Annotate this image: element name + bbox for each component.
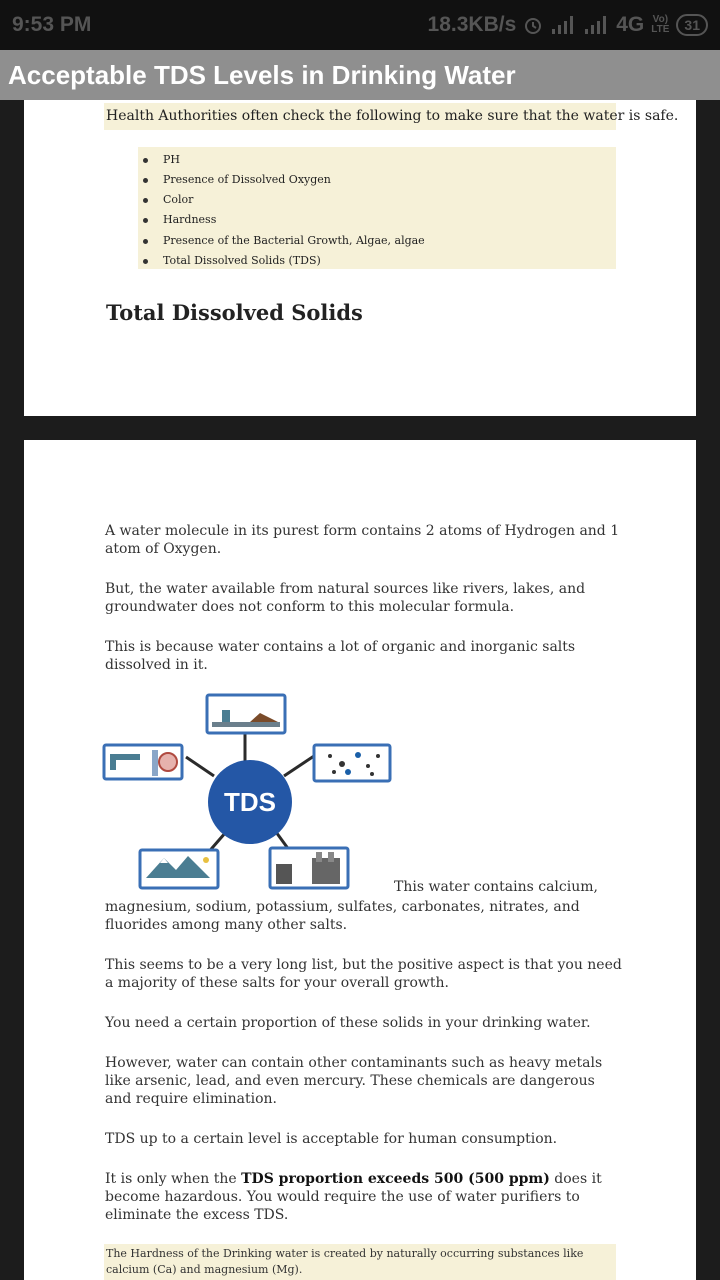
volte-bottom: LTE — [651, 24, 670, 35]
paragraph: TDS up to a certain level is acceptable for human consumption. — [105, 1131, 558, 1147]
tds-label: TDS — [224, 787, 276, 817]
battery-level: 31 — [684, 17, 700, 33]
paragraph: This is because water contains a lot of organic and inorganic salts dissolved in it. — [105, 639, 576, 673]
checks-list — [138, 147, 616, 269]
tds-diagram — [102, 692, 402, 897]
hardness-note: The Hardness of the Drinking water is created by naturally occurring substances like calcium (Ca) and magnesium (Mg). — [104, 1244, 616, 1280]
network-speed: 18.3KB/s — [427, 13, 517, 36]
paragraph: You need a certain proportion of these solids in your drinking water. — [105, 1015, 591, 1031]
bullet-icon — [143, 239, 148, 244]
document-page-1 — [24, 100, 696, 416]
signal-icon — [550, 16, 576, 34]
paragraph: But, the water available from natural sources like rivers, lakes, and groundwater does not conform to this molecular formula. — [105, 581, 586, 615]
page-title: Acceptable TDS Levels in Drinking Water — [8, 60, 516, 90]
paragraph: A water molecule in its purest form contains 2 atoms of Hydrogen and 1 atom of Oxygen. — [105, 523, 620, 557]
tds-limit-emphasis: TDS proportion exceeds 500 (500 ppm) — [241, 1171, 550, 1187]
paragraph-tds-limit — [105, 1170, 625, 1224]
battery-icon — [676, 14, 708, 36]
list-item-label: Presence of the Bacterial Growth, Algae, algae — [163, 234, 425, 247]
network-type: 4G — [616, 13, 645, 36]
app-bar — [0, 50, 720, 100]
factory-icon — [270, 848, 348, 888]
bullet-icon — [143, 158, 148, 163]
bullet-icon — [143, 198, 148, 203]
bullet-icon — [143, 259, 148, 264]
list-item-label: Total Dissolved Solids (TDS) — [163, 254, 321, 267]
land-icon — [207, 695, 285, 733]
status-time: 9:53 PM — [12, 13, 92, 36]
tap-icon — [104, 745, 182, 779]
document-page-2 — [24, 440, 696, 1280]
signal-icon-2 — [583, 16, 609, 34]
bullet-icon — [143, 218, 148, 223]
section-heading: Total Dissolved Solids — [106, 300, 363, 325]
status-bar — [0, 0, 720, 50]
text-run: does it become hazardous. You would require the use of water purifiers to eliminate the excess TDS. — [105, 1171, 602, 1223]
list-item-label: Color — [163, 193, 194, 206]
paragraph: However, water can contain other contaminants such as heavy metals like arsenic, lead, and even mercury. These chemicals are dangerous and require elimination. — [105, 1055, 603, 1107]
bullet-icon — [143, 178, 148, 183]
intro-text: Health Authorities often check the following to make sure that the water is safe. — [104, 103, 616, 130]
particles-icon — [314, 745, 390, 781]
alarm-icon — [523, 15, 543, 35]
text-run: It is only when the — [105, 1171, 242, 1187]
status-indicators — [428, 13, 708, 37]
volte-indicator — [651, 15, 669, 35]
list-item-label: PH — [163, 153, 180, 166]
volte-top: Vo) — [652, 14, 669, 25]
diagram-caption: This water contains calcium, — [394, 879, 598, 895]
list-item-label: Hardness — [163, 213, 217, 226]
list-item-label: Presence of Dissolved Oxygen — [163, 173, 331, 186]
paragraph: This seems to be a very long list, but the positive aspect is that you need a majority of these salts for your overall growth. — [105, 957, 622, 991]
tds-circle — [208, 760, 292, 844]
mountain-icon — [140, 850, 218, 888]
paragraph: magnesium, sodium, potassium, sulfates, carbonates, nitrates, and fluorides among many other salts. — [105, 899, 580, 933]
